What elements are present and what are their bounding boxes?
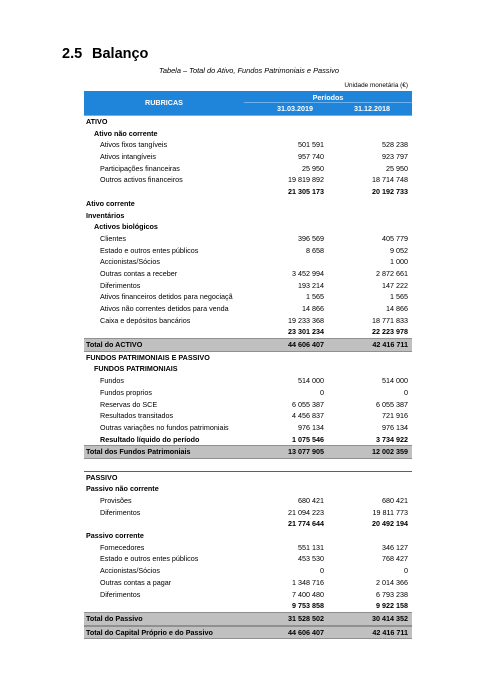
table-row (84, 589, 412, 601)
table-row (84, 233, 412, 245)
value-2018: 18 771 833 (372, 315, 408, 325)
table-row (84, 530, 412, 542)
value-2019: 14 866 (302, 304, 324, 313)
value-2018: 25 950 (386, 163, 408, 173)
header-divider (244, 102, 412, 103)
row-label: ATIVO (86, 117, 108, 126)
table-row (84, 495, 412, 507)
row-label: Reservas do SCE (100, 399, 158, 409)
value-2019: 13 077 905 (288, 447, 324, 457)
section-title: Balanço (92, 46, 149, 62)
value-2019: 3 452 994 (292, 268, 324, 278)
value-2019: 44 606 407 (288, 340, 324, 350)
value-2018: 680 421 (382, 496, 408, 505)
value-2018: 0 (404, 387, 408, 397)
value-2018: 9 052 (390, 245, 408, 255)
row-label: Participações financeiras (100, 163, 180, 173)
table-row (84, 139, 412, 151)
row-label: Diferimentos (100, 507, 141, 517)
row-label: Fundos (100, 376, 124, 386)
total-row (84, 445, 412, 459)
header-rubricas: RUBRICAS (145, 98, 183, 107)
value-2019: 514 000 (298, 376, 324, 386)
row-label: Activos biológicos (94, 222, 158, 232)
value-2018: 20 192 733 (372, 187, 408, 197)
row-label: FUNDOS PATRIMONIAIS E PASSIVO (86, 352, 210, 362)
value-2019: 1 348 716 (292, 577, 324, 587)
table-row (84, 600, 412, 612)
row-label: Fornecedores (100, 542, 145, 552)
row-label: Estado e outros entes públicos (100, 245, 199, 255)
value-2019: 19 233 368 (288, 315, 324, 325)
row-label: Ativos intangíveis (100, 152, 156, 162)
value-2018: 2 872 661 (376, 268, 408, 278)
value-2018: 6 793 238 (376, 589, 408, 599)
table-row (84, 268, 412, 280)
value-2018: 514 000 (382, 376, 408, 386)
value-2019: 8 658 (306, 245, 324, 255)
table-caption: Tabela – Total do Ativo, Fundos Patrimoniais e Passivo (159, 66, 339, 75)
table-row (84, 303, 412, 315)
value-2018: 2 014 366 (376, 577, 408, 587)
value-2018: 346 127 (382, 542, 408, 552)
value-2019: 21 305 173 (288, 187, 324, 197)
row-label: Outras variações no fundos patrimoniais (100, 422, 229, 432)
row-label: Outros activos financeiros (100, 175, 183, 185)
value-2019: 396 569 (298, 233, 324, 243)
row-label: Resultados transitados (100, 411, 174, 421)
row-label: Clientes (100, 233, 126, 243)
row-label: Passivo não corrente (86, 484, 159, 494)
value-2018: 768 427 (382, 554, 408, 564)
value-2018: 30 414 352 (372, 613, 408, 623)
value-2018: 6 055 387 (376, 399, 408, 409)
value-2019: 193 214 (298, 280, 324, 290)
row-label: Ativos fixos tangíveis (100, 140, 168, 150)
row-label: Total do Passivo (86, 613, 143, 623)
table-row (84, 280, 412, 292)
value-2019: 6 055 387 (292, 399, 324, 409)
value-2019: 957 740 (298, 152, 324, 162)
table-row (84, 542, 412, 554)
value-2019: 453 530 (298, 554, 324, 564)
row-label: Total dos Fundos Patrimoniais (86, 447, 191, 457)
table-row (84, 221, 412, 233)
total-row (84, 338, 412, 352)
table-row (84, 507, 412, 519)
value-2019: 21 094 223 (288, 507, 324, 517)
table-row (84, 291, 412, 303)
table-row (84, 565, 412, 577)
value-2018: 9 922 158 (376, 601, 408, 611)
table-row (84, 422, 412, 434)
value-2018: 147 222 (382, 280, 408, 290)
value-2018: 18 714 748 (372, 175, 408, 185)
value-2018: 0 (404, 566, 408, 576)
table-row (84, 174, 412, 186)
table-row (84, 245, 412, 257)
table-row (84, 471, 412, 484)
table-row (84, 399, 412, 411)
row-label: Total do ACTIVO (86, 340, 143, 350)
table-row (84, 363, 412, 375)
table-row (84, 256, 412, 268)
row-label: Passivo corrente (86, 531, 144, 541)
table-row (84, 483, 412, 495)
table-row (84, 352, 412, 364)
value-2019: 1 565 (306, 292, 324, 302)
value-2019: 19 819 892 (288, 175, 324, 185)
row-label: Fundos proprios (100, 387, 152, 397)
table-header (84, 91, 412, 116)
table-row (84, 434, 412, 446)
section-number: 2.5 (62, 46, 83, 62)
row-label: Ativos financeiros detidos para negociaçã (100, 292, 233, 302)
table-row (84, 151, 412, 163)
row-label: Accionistas/Sócios (100, 566, 160, 576)
row-label: Total do Capital Próprio e do Passivo (86, 627, 213, 637)
value-2019: 7 400 480 (292, 589, 324, 599)
value-2018: 721 916 (382, 411, 408, 421)
row-label: Caixa e depósitos bancários (100, 315, 191, 325)
row-label: PASSIVO (86, 472, 118, 482)
row-label: Outras contas a receber (100, 268, 178, 278)
row-label: Ativos não correntes detidos para venda (100, 304, 229, 313)
unit-note: Unidade monetária (€) (344, 82, 408, 89)
table-row (84, 186, 412, 198)
row-label: Accionistas/Sócios (100, 257, 160, 267)
row-label: Resultado líquido do período (100, 434, 200, 444)
value-2018: 12 002 359 (372, 447, 408, 457)
value-2019: 23 301 234 (288, 327, 324, 337)
value-2019: 31 528 502 (288, 613, 324, 623)
value-2018: 923 797 (382, 152, 408, 162)
value-2018: 14 866 (386, 304, 408, 313)
table-row (84, 163, 412, 175)
row-label: Provisões (100, 496, 132, 505)
total-row (84, 612, 412, 626)
table-row (84, 410, 412, 422)
table-row (84, 128, 412, 140)
table-row (84, 375, 412, 387)
value-2018: 19 811 773 (372, 507, 408, 517)
row-label: Diferimentos (100, 280, 141, 290)
table-row (84, 518, 412, 530)
value-2019: 44 606 407 (288, 627, 324, 637)
row-label: Inventários (86, 210, 125, 220)
value-2019: 0 (320, 387, 324, 397)
table-row (84, 387, 412, 399)
header-date-2: 31.12.2018 (354, 104, 390, 113)
value-2019: 501 591 (298, 140, 324, 150)
value-2018: 405 779 (382, 233, 408, 243)
value-2018: 1 565 (390, 292, 408, 302)
value-2019: 9 753 858 (292, 601, 324, 611)
row-label: Ativo corrente (86, 198, 135, 208)
table-row (84, 210, 412, 222)
table-row (84, 326, 412, 338)
table-body (84, 116, 412, 639)
value-2018: 42 416 711 (372, 340, 408, 350)
value-2019: 976 134 (298, 422, 324, 432)
value-2019: 680 421 (298, 496, 324, 505)
total-row (84, 626, 412, 640)
balance-table (84, 91, 412, 639)
header-periodos: Períodos (312, 93, 344, 102)
value-2018: 22 223 978 (372, 327, 408, 337)
value-2019: 0 (320, 566, 324, 576)
row-label: Ativo não corrente (94, 128, 158, 138)
table-row (84, 553, 412, 565)
row-label: Diferimentos (100, 589, 141, 599)
row-label: Estado e outros entes públicos (100, 554, 199, 564)
row-label: Outras contas a pagar (100, 577, 172, 587)
table-row (84, 315, 412, 327)
value-2018: 528 238 (382, 140, 408, 150)
value-2018: 42 416 711 (372, 627, 408, 637)
table-row (84, 198, 412, 210)
table-row (84, 116, 412, 128)
value-2019: 1 075 546 (292, 434, 324, 444)
row-label: FUNDOS PATRIMONIAIS (94, 364, 178, 374)
value-2019: 21 774 644 (288, 519, 324, 529)
value-2019: 4 456 837 (292, 411, 324, 421)
value-2019: 551 131 (298, 542, 324, 552)
value-2018: 20 492 194 (372, 519, 408, 529)
value-2018: 976 134 (382, 422, 408, 432)
value-2018: 3 734 922 (376, 434, 408, 444)
value-2018: 1 000 (390, 257, 408, 267)
table-row (84, 577, 412, 589)
table-row (84, 459, 412, 471)
value-2019: 25 950 (302, 163, 324, 173)
header-date-1: 31.03.2019 (277, 104, 313, 113)
section-heading (62, 46, 148, 62)
